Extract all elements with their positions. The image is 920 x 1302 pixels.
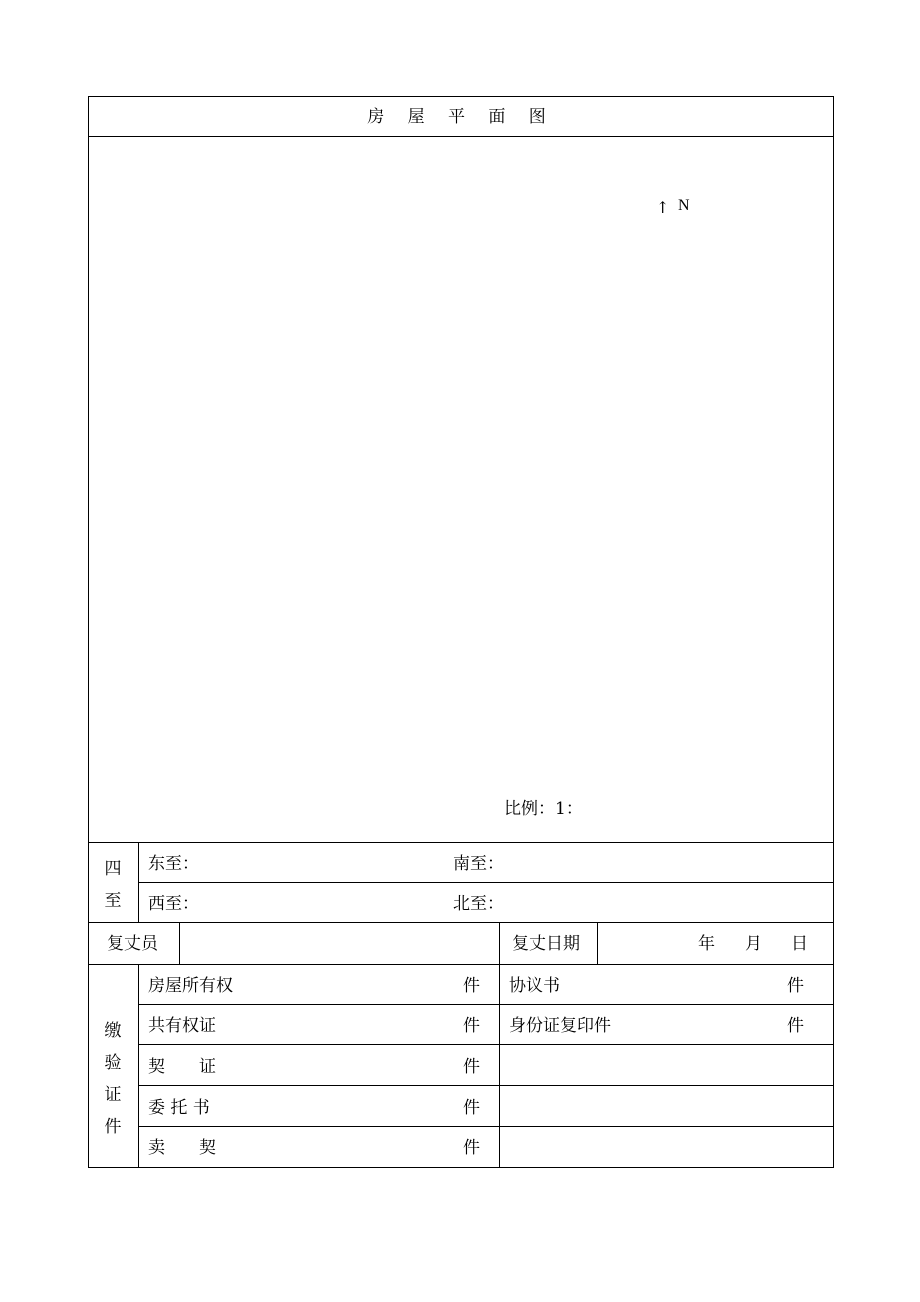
document-unit: 件 bbox=[463, 1057, 480, 1077]
page-title: 房 屋 平 面 图 bbox=[367, 107, 555, 127]
documents-group-label: 缴 验 证 件 bbox=[104, 1021, 122, 1137]
document-unit: 件 bbox=[463, 1098, 480, 1118]
south-boundary-label: 南至： bbox=[453, 854, 504, 874]
border-bottom bbox=[88, 1167, 834, 1168]
reviewer-label: 复丈员 bbox=[107, 934, 158, 954]
scale-label: 比例：1： bbox=[504, 799, 583, 819]
reviewer-field[interactable] bbox=[180, 923, 499, 964]
document-unit: 件 bbox=[787, 1016, 804, 1036]
documents-label-divider bbox=[138, 964, 139, 1168]
north-label: N bbox=[678, 197, 690, 214]
west-boundary-field[interactable] bbox=[228, 883, 448, 922]
document-unit: 件 bbox=[463, 976, 480, 996]
document-name: 房屋所有权 bbox=[148, 976, 233, 996]
border-right bbox=[833, 96, 834, 1168]
review-month-label: 月 bbox=[745, 934, 762, 954]
document-name: 委 托 书 bbox=[148, 1098, 210, 1118]
north-boundary-field[interactable] bbox=[533, 883, 828, 922]
north-boundary-label: 北至： bbox=[453, 894, 504, 914]
document-name: 契 证 bbox=[148, 1057, 216, 1077]
document-unit: 件 bbox=[463, 1016, 480, 1036]
doc-row-1-bottom bbox=[138, 1004, 834, 1005]
extra-document-field[interactable] bbox=[500, 1086, 833, 1126]
document-unit: 件 bbox=[787, 976, 804, 996]
extra-document-field[interactable] bbox=[500, 1045, 833, 1085]
extra-document-field[interactable] bbox=[500, 1127, 833, 1167]
review-row-bottom bbox=[88, 964, 834, 965]
plan-drawing-area[interactable] bbox=[89, 137, 833, 842]
document-name: 卖 契 bbox=[148, 1138, 216, 1158]
north-arrow-icon: ↑ bbox=[656, 198, 670, 217]
document-name: 共有权证 bbox=[148, 1016, 216, 1036]
review-middle-divider bbox=[499, 922, 500, 964]
review-year-label: 年 bbox=[698, 934, 715, 954]
west-boundary-label: 西至： bbox=[148, 894, 199, 914]
review-date-label: 复丈日期 bbox=[512, 934, 580, 954]
floor-plan-form bbox=[88, 96, 834, 1168]
east-boundary-field[interactable] bbox=[228, 843, 448, 882]
east-boundary-label: 东至： bbox=[148, 854, 199, 874]
review-day-label: 日 bbox=[791, 934, 808, 954]
south-boundary-field[interactable] bbox=[533, 843, 828, 882]
document-name: 身份证复印件 bbox=[509, 1016, 611, 1036]
document-unit: 件 bbox=[463, 1138, 480, 1158]
document-name: 协议书 bbox=[509, 976, 560, 996]
boundary-label-divider bbox=[138, 842, 139, 922]
boundaries-group-label: 四 至 bbox=[104, 859, 122, 911]
border-top bbox=[88, 96, 834, 97]
